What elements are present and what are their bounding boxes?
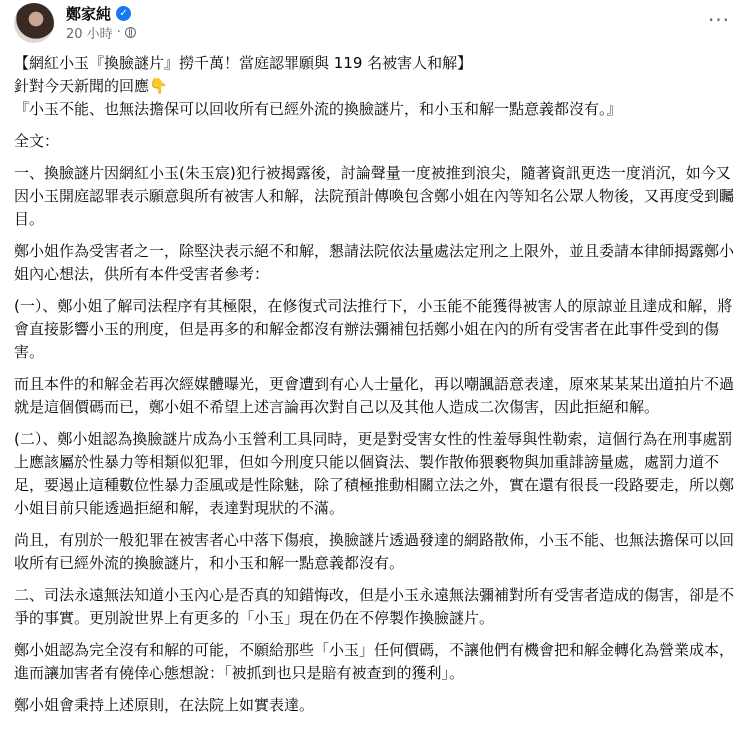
post-paragraph: 鄭小姐會秉持上述原則，在法院上如實表達。 <box>14 696 315 714</box>
avatar[interactable] <box>14 3 54 43</box>
post-paragraph: 尚且，有別於一般犯罪在被害者心中落下傷痕，換臉謎片透過發達的網路散佈，小玉不能、也無法擔保可以回收所有已經外流的換臉謎片，和小玉和解一點意義都沒有。 <box>14 531 735 572</box>
globe-icon[interactable] <box>125 27 136 38</box>
post-paragraph: 一、換臉謎片因網紅小玉(朱玉宸)犯行被揭露後，討論聲量一度被推到浪尖，隨著資訊更迭一度消沉，如今又因小玉開庭認罪表示願意與所有被害人和解，法院預計傳喚包含鄭小姐在內等知名公眾人物後，又再度受到矚目。 <box>14 164 735 228</box>
post-paragraph: (一）、鄭小姐了解司法程序有其極限，在修復式司法推行下，小玉能不能獲得被害人的原諒並且達成和解，將會直接影響小玉的刑度，但是再多的和解金都沒有辦法彌補包括鄭小姐在內的所有受害者在此事件受到的傷害。 <box>14 297 733 361</box>
author-name[interactable]: 鄭家純 <box>66 4 112 23</box>
post-intro: 針對今天新聞的回應👇 <box>14 77 168 95</box>
author-row <box>66 3 131 23</box>
post-header <box>14 0 734 44</box>
post-quote: 『小玉不能、也無法擔保可以回收所有已經外流的換臉謎片，和小玉和解一點意義都沒有。』 <box>14 100 622 118</box>
post-timestamp[interactable]: 20 小時 <box>66 27 113 42</box>
post-paragraph: 二、司法永遠無法知道小玉內心是否真的知錯悔改，但是小玉永遠無法彌補對所有受害者造成的傷害，卻是不爭的事實。更別說世界上有更多的「小玉」現在仍在不停製作換臉謎片。 <box>14 586 735 627</box>
verified-badge-icon: ✓ <box>116 6 131 21</box>
meta-separator: · <box>116 25 121 40</box>
post-body <box>14 52 736 717</box>
post-meta <box>66 23 136 42</box>
fulltext-label: 全文： <box>14 132 60 150</box>
post-paragraph: 鄭小姐認為完全沒有和解的可能，不願給那些「小玉」任何價碼，不讓他們有機會把和解金轉化為營業成本，進而讓加害者有僥倖心態想說：「被抓到也只是賠有被查到的獲利」。 <box>14 641 735 682</box>
post-paragraph: 而且本件的和解金若再次經媒體曝光，更會遭到有心人士量化，再以嘲諷語意表達，原來某某某出道拍片不過就是這個價碼而已，鄭小姐不希望上述言論再次對自己以及其他人造成二次傷害，因此拒絕和解。 <box>14 375 735 416</box>
more-options-button[interactable]: ··· <box>707 8 731 32</box>
post-paragraph: (二）、鄭小姐認為換臉謎片成為小玉營利工具同時，更是對受害女性的性羞辱與性勒索，這個行為在刑事處罰上應該屬於性暴力等相類似犯罪，但如今刑度只能以個資法、製作散佈猥褻物與加重誹謗量處，處罰力道不足，要遏止這種數位性暴力歪風或是性除魅，除了積極推動相關立法之外，實在還有很長一段路要走，所以鄭小姐目前只能透過拒絕和解，表達對現狀的不滿。 <box>14 430 735 517</box>
post-headline: 【網紅小玉『換臉謎片』撈千萬！當庭認罪願與 119 名被害人和解】 <box>14 54 473 72</box>
post-paragraph: 鄭小姐作為受害者之一，除堅決表示絕不和解，懇請法院依法量處法定刑之上限外，並且委請本律師揭露鄭小姐內心想法，供所有本件受害者參考： <box>14 242 735 283</box>
